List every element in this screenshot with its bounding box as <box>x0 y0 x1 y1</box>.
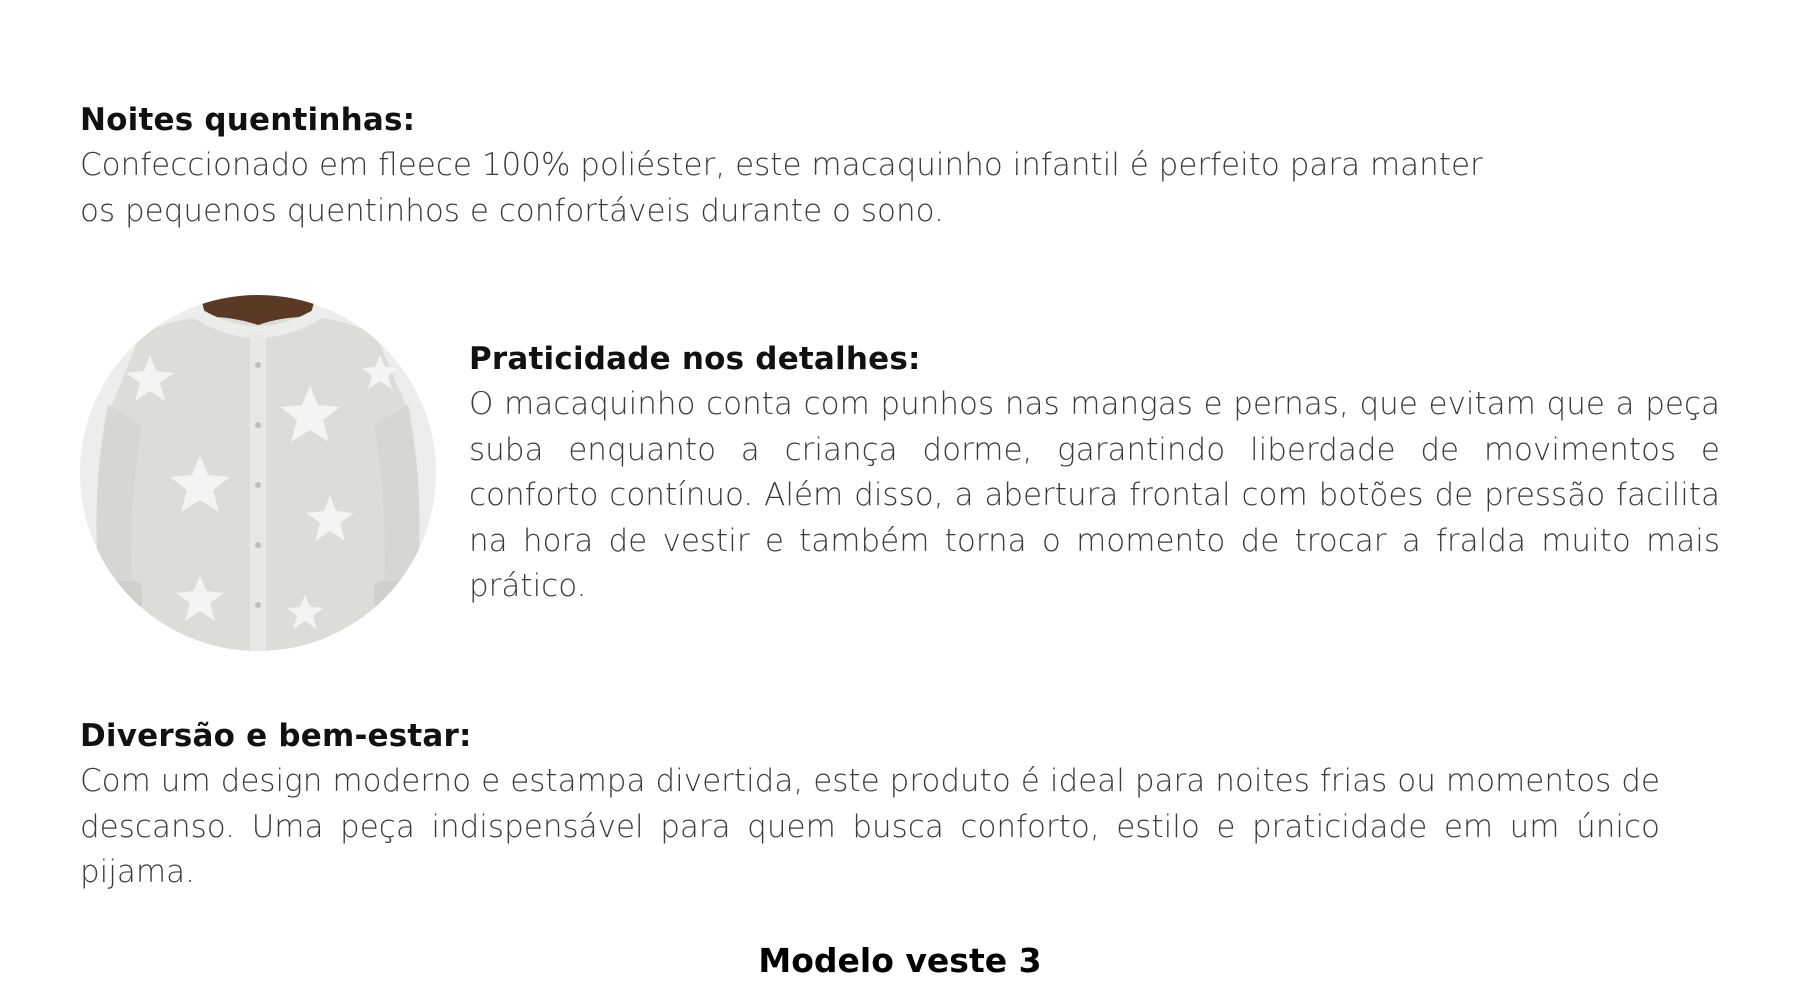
section-heading: Praticidade nos detalhes: <box>469 341 921 377</box>
section-heading: Noites quentinhas: <box>80 102 416 138</box>
section-practical-details <box>469 336 1720 610</box>
section-body: O macaquinho conta com punhos nas mangas e pernas, que evitam que a peça suba enquanto a criança dorme, garantindo liberdade de movimentos e conforto contínuo. Além disso, a abertura frontal com botões de pressão facilita na hora de vestir e também torna o momento de trocar a fralda muito mais prático. <box>469 386 1720 604</box>
section-heading: Diversão e bem-estar: <box>80 718 472 754</box>
section-body: Com um design moderno e estampa divertida, este produto é ideal para noites frias ou momentos de descanso. Uma peça indispensável para quem busca conforto, estilo e praticidade em um único pijama. <box>80 763 1660 890</box>
section-body-line: Confeccionado em fleece 100% poliéster, este macaquinho infantil é perfeito para manter <box>80 147 1483 183</box>
section-fun-wellbeing <box>80 713 1660 896</box>
child-pajama-photo-icon <box>80 295 436 651</box>
section-body-line: os pequenos quentinhos e confortáveis durante o sono. <box>80 192 944 229</box>
section-warm-nights <box>80 97 1520 234</box>
model-caption: Modelo veste 3 <box>758 941 1042 980</box>
product-photo <box>80 295 436 651</box>
